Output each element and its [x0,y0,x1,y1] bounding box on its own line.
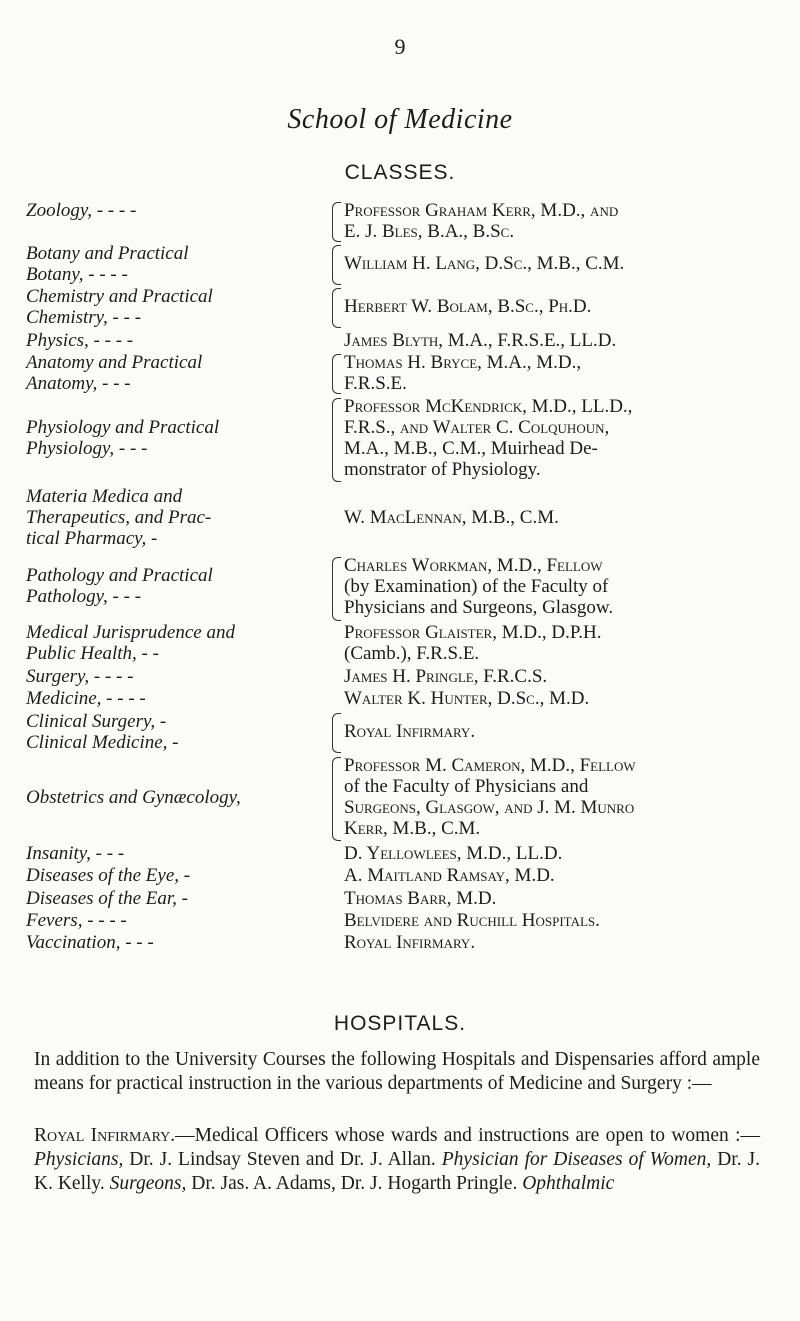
surgeons-names: Dr. Jas. A. Adams, Dr. J. Hogarth Pringle. [186,1173,518,1194]
class-row-pathology [26,555,778,618]
class-row-materia-medica [26,486,778,549]
subject: Fevers, - - - - [26,910,127,931]
subject: Botany and Practical Botany, - - - - [26,243,189,285]
subject: Diseases of the Eye, - [26,865,191,886]
subject: Vaccination, - - - [26,932,154,953]
subject: Zoology, - - - - [26,200,137,221]
teacher: Walter K. Hunter, D.Sc., M.D. [344,688,590,709]
teacher: Professor McKendrick, M.D., LL.D., F.R.S., and Walter C. Colquhoun, M.A., M.B., C.M., Muirhead De- monstrator of Physiology. [344,396,633,480]
physicians-names: Dr. J. Lindsay Steven and Dr. J. Allan. [123,1149,436,1170]
brace [332,202,341,242]
subject: Insanity, - - - [26,843,125,864]
royal-infirmary-intro: —Medical Officers whose wards and instructions are open to women :— [175,1125,760,1146]
brace [332,557,341,621]
page-number: 9 [394,34,406,59]
teacher: Professor M. Cameron, M.D., Fellow of the Faculty of Physicians and Surgeons, Glasgow, and J. M. Munro Kerr, M.B., C.M. [344,755,636,839]
subject: Obstetrics and Gynæcology, [26,787,241,808]
class-row-chemistry [26,286,778,328]
class-row-clinical [26,711,778,753]
class-row-medical-jurisprudence [26,622,778,664]
subject: Physics, - - - - [26,330,134,351]
teacher: William H. Lang, D.Sc., M.B., C.M. [344,253,625,274]
women-label: Physician for Diseases of Women, [441,1149,712,1170]
subject: Clinical Surgery, - Clinical Medicine, - [26,711,179,753]
women-names: Dr. J. K. Kelly. [34,1149,761,1194]
hospitals-intro-paragraph: In addition to the University Courses the following Hospitals and Dispensaries afford ample means for practical instruction in the various departments of Medicine and Surgery :— [34,1049,760,1094]
teacher: A. Maitland Ramsay, M.D. [344,865,555,886]
teacher: Professor Glaister, M.D., D.P.H. (Camb.), F.R.S.E. [344,622,602,664]
hospitals-heading: HOSPITALS. [333,1012,467,1035]
brace [332,245,341,285]
teacher: Herbert W. Bolam, B.Sc., Ph.D. [344,296,592,317]
teacher: Thomas H. Bryce, M.A., M.D., F.R.S.E. [344,352,582,394]
ophthalmic-label: Ophthalmic [522,1173,615,1194]
subject: Physiology and Practical Physiology, - - - [26,417,220,459]
class-row-obstetrics [26,755,778,839]
subject: Pathology and Practical Pathology, - - - [26,565,213,607]
brace [332,713,341,753]
teacher: D. Yellowlees, M.D., LL.D. [344,843,563,864]
teacher: Charles Workman, M.D., Fellow (by Examination) of the Faculty of Physicians and Surgeons, Glasgow. [344,555,614,618]
teacher: Belvidere and Ruchill Hospitals. [344,910,600,931]
subject: Medicine, - - - - [26,688,146,709]
subject: Materia Medica and Therapeutics, and Prac- tical Pharmacy, - [26,486,212,549]
class-row-anatomy [26,352,778,394]
subject: Anatomy and Practical Anatomy, - - - [26,352,203,394]
class-row-botany [26,243,778,285]
teacher: Royal Infirmary. [344,721,476,742]
class-row-zoology [26,200,778,242]
physicians-label: Physicians, [34,1149,124,1170]
class-row-vaccination [26,932,778,962]
subject: Medical Jurisprudence and Public Health, - - [26,622,235,664]
teacher: Professor Graham Kerr, M.D., and E. J. Bles, B.A., B.Sc. [344,200,619,242]
teacher: Thomas Barr, M.D. [344,888,497,909]
subject: Diseases of the Ear, - [26,888,189,909]
classes-heading: CLASSES. [344,161,456,184]
brace [332,354,341,394]
brace [332,288,341,328]
class-row-physiology [26,396,778,480]
subject: Chemistry and Practical Chemistry, - - - [26,286,213,328]
teacher: Royal Infirmary. [344,932,476,953]
brace [332,757,341,841]
surgeons-label: Surgeons, [109,1173,187,1194]
subject: Surgery, - - - - [26,666,134,687]
brace [332,398,341,482]
teacher: James H. Pringle, F.R.C.S. [344,666,548,687]
royal-infirmary-name: Royal Infirmary. [34,1125,176,1146]
teacher: James Blyth, M.A., F.R.S.E., LL.D. [344,330,617,351]
teacher: W. MacLennan, M.B., C.M. [344,507,559,528]
school-title: School of Medicine [287,104,513,135]
royal-infirmary-paragraph [34,1124,760,1196]
